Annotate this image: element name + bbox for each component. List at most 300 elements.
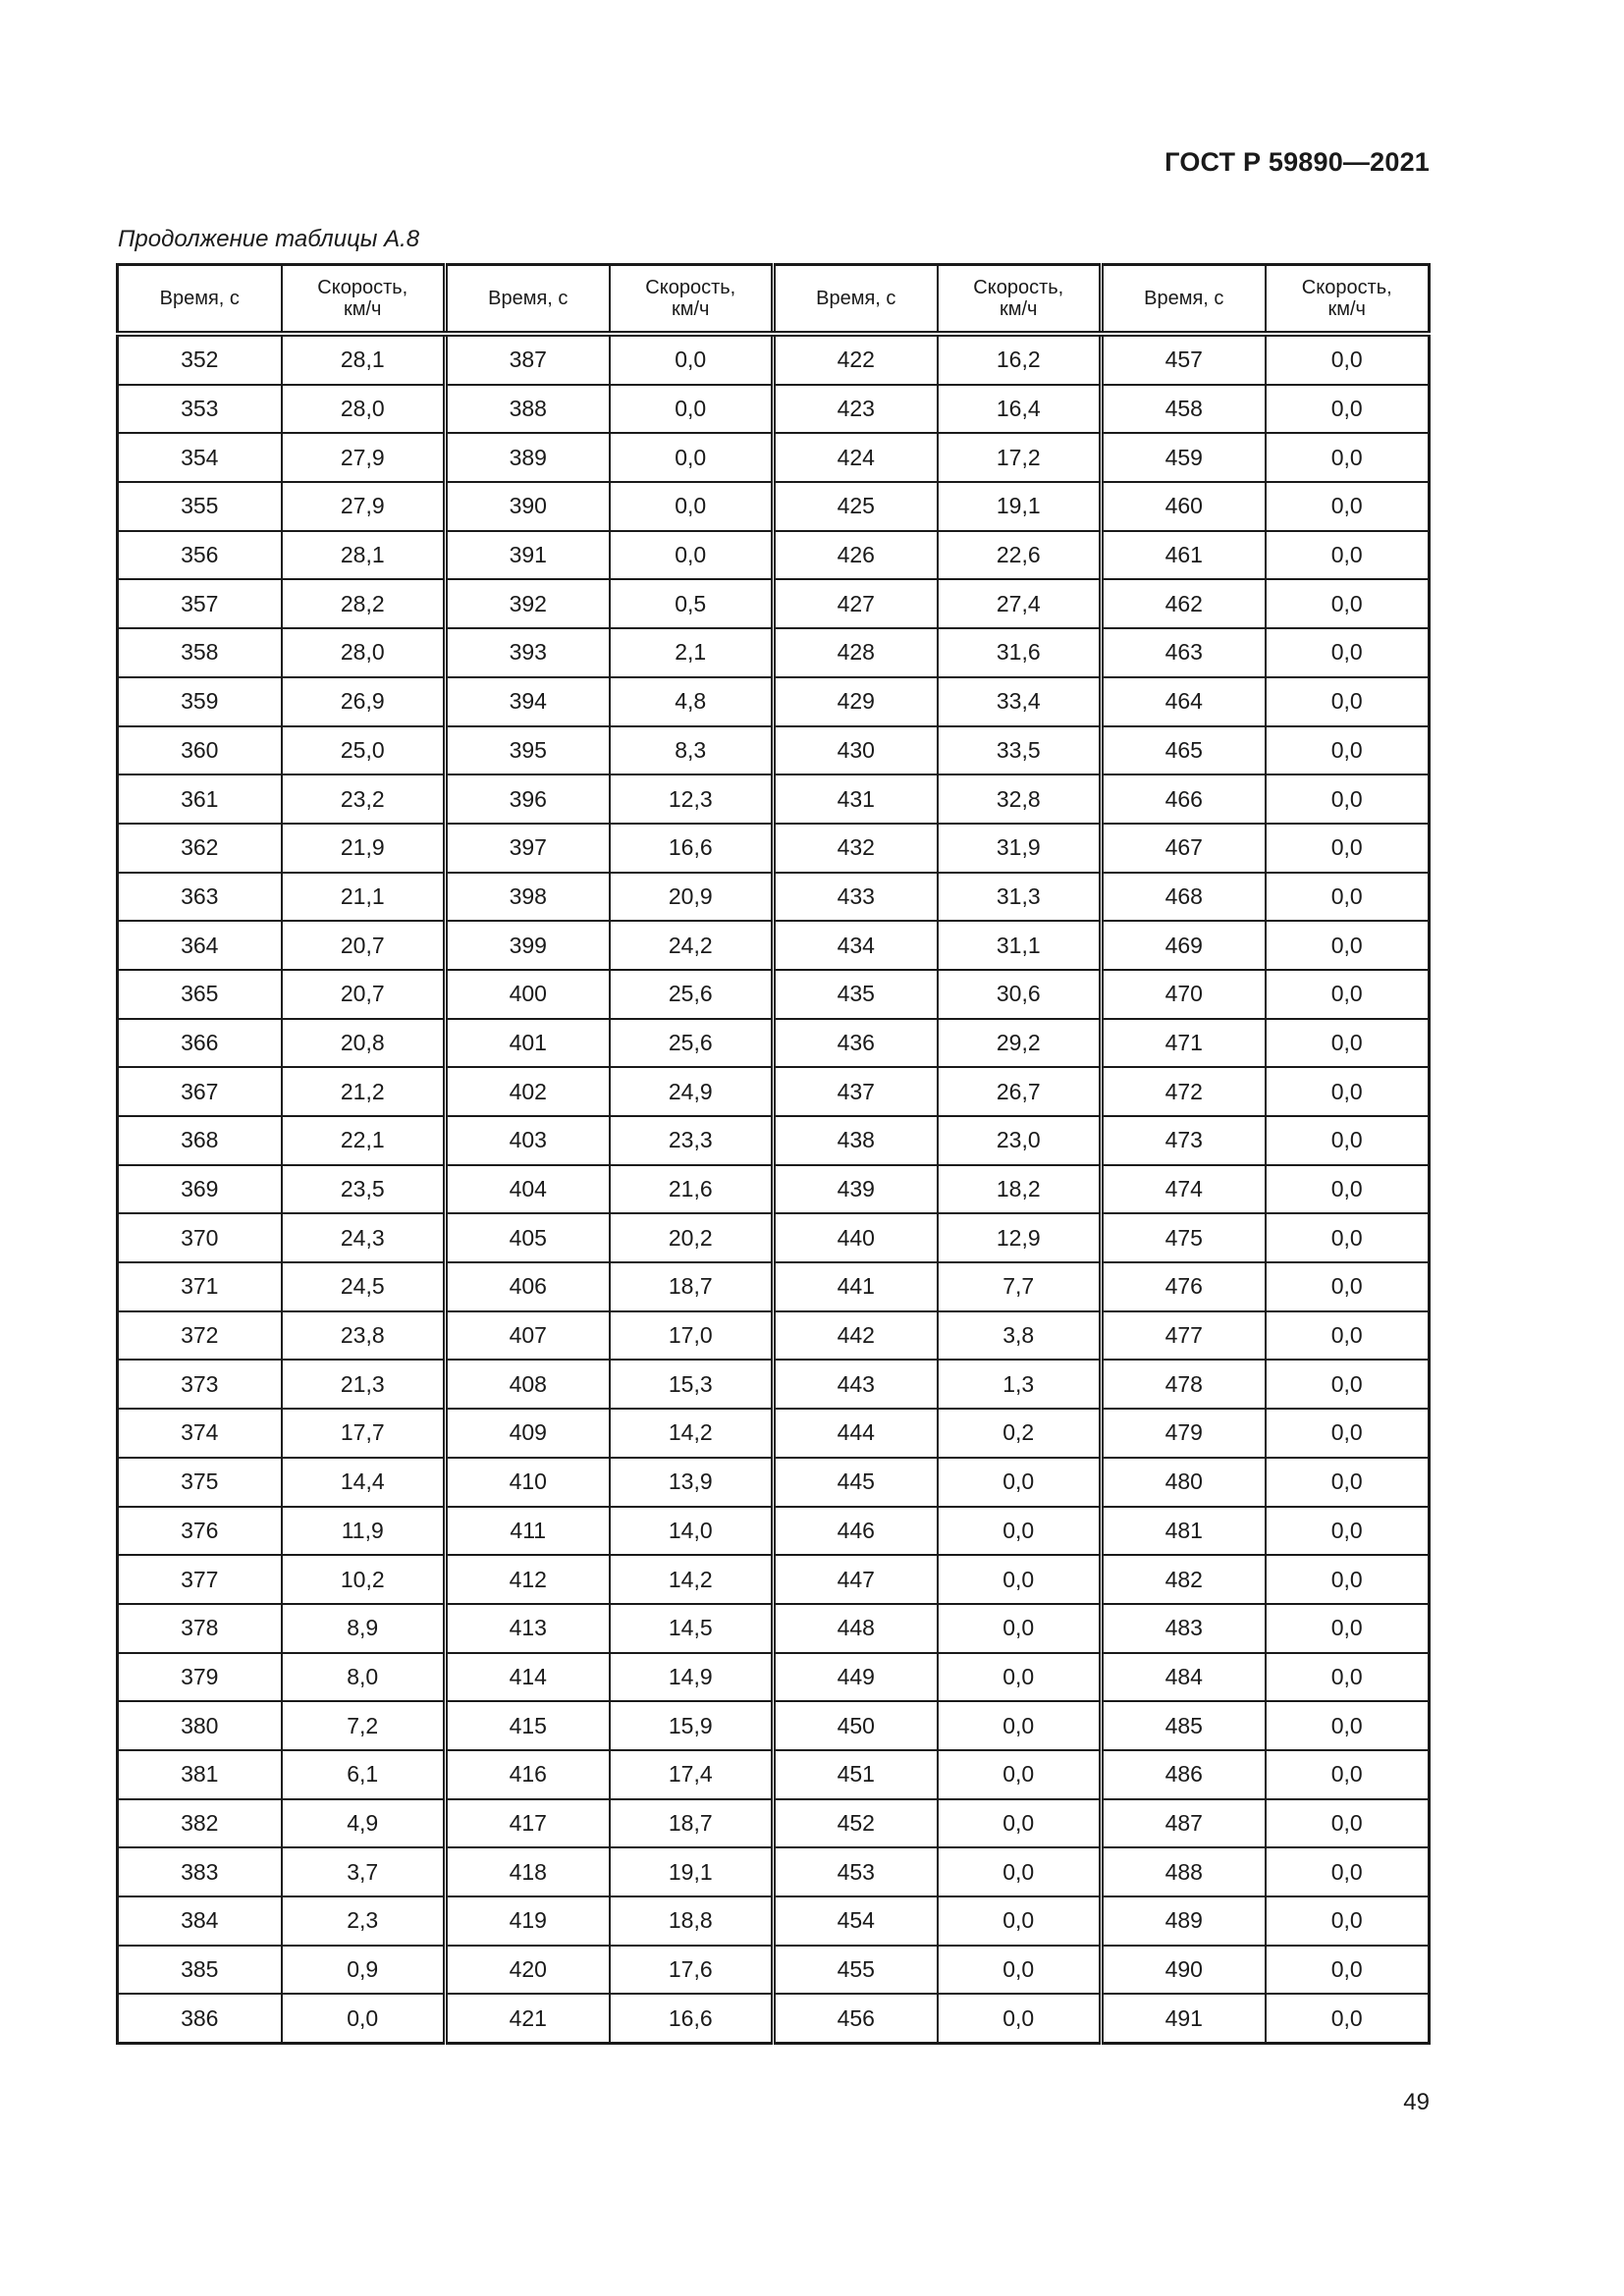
speed-cell: 18,7 <box>610 1799 774 1848</box>
column-header-time: Время, с <box>446 265 610 335</box>
time-cell: 436 <box>774 1019 938 1068</box>
table-row <box>118 482 1430 531</box>
speed-cell: 0,0 <box>938 1994 1102 2043</box>
table-row <box>118 1409 1430 1458</box>
time-cell: 391 <box>446 531 610 580</box>
speed-cell: 0,0 <box>1266 1946 1430 1995</box>
time-cell: 411 <box>446 1507 610 1556</box>
speed-cell: 27,4 <box>938 579 1102 628</box>
time-cell: 353 <box>118 385 282 434</box>
time-cell: 430 <box>774 726 938 775</box>
time-cell: 454 <box>774 1896 938 1946</box>
speed-cell: 2,1 <box>610 628 774 677</box>
time-cell: 402 <box>446 1067 610 1116</box>
time-cell: 420 <box>446 1946 610 1995</box>
speed-cell: 4,8 <box>610 677 774 726</box>
column-header-speed-unit: км/ч <box>1327 298 1366 320</box>
time-cell: 467 <box>1102 824 1266 873</box>
speed-cell: 0,0 <box>1266 334 1430 385</box>
speed-cell: 0,0 <box>938 1701 1102 1750</box>
time-cell: 480 <box>1102 1458 1266 1507</box>
time-cell: 475 <box>1102 1213 1266 1262</box>
speed-cell: 8,0 <box>282 1653 446 1702</box>
time-cell: 364 <box>118 921 282 970</box>
speed-cell: 0,0 <box>1266 482 1430 531</box>
speed-cell: 27,9 <box>282 433 446 482</box>
speed-cell: 33,5 <box>938 726 1102 775</box>
time-cell: 378 <box>118 1604 282 1653</box>
speed-cell: 0,0 <box>938 1946 1102 1995</box>
time-cell: 397 <box>446 824 610 873</box>
speed-cell: 0,0 <box>1266 726 1430 775</box>
time-cell: 458 <box>1102 385 1266 434</box>
speed-cell: 0,0 <box>938 1458 1102 1507</box>
speed-cell: 28,0 <box>282 628 446 677</box>
document-code: ГОСТ Р 59890—2021 <box>1164 147 1430 177</box>
time-cell: 382 <box>118 1799 282 1848</box>
time-cell: 456 <box>774 1994 938 2043</box>
time-cell: 359 <box>118 677 282 726</box>
speed-cell: 22,6 <box>938 531 1102 580</box>
table-row <box>118 1213 1430 1262</box>
time-cell: 438 <box>774 1116 938 1165</box>
time-cell: 441 <box>774 1262 938 1311</box>
speed-cell: 0,0 <box>610 531 774 580</box>
speed-cell: 14,9 <box>610 1653 774 1702</box>
speed-cell: 17,4 <box>610 1750 774 1799</box>
time-cell: 418 <box>446 1847 610 1896</box>
speed-cell: 0,0 <box>1266 579 1430 628</box>
time-cell: 354 <box>118 433 282 482</box>
time-cell: 469 <box>1102 921 1266 970</box>
time-cell: 369 <box>118 1165 282 1214</box>
time-cell: 363 <box>118 873 282 922</box>
time-cell: 386 <box>118 1994 282 2043</box>
column-header-speed <box>610 265 774 335</box>
time-cell: 453 <box>774 1847 938 1896</box>
speed-cell: 14,0 <box>610 1507 774 1556</box>
time-cell: 432 <box>774 824 938 873</box>
speed-cell: 25,6 <box>610 1019 774 1068</box>
speed-cell: 0,0 <box>938 1750 1102 1799</box>
speed-cell: 18,7 <box>610 1262 774 1311</box>
speed-cell: 19,1 <box>938 482 1102 531</box>
speed-cell: 28,1 <box>282 531 446 580</box>
time-cell: 405 <box>446 1213 610 1262</box>
time-cell: 466 <box>1102 774 1266 824</box>
speed-cell: 16,4 <box>938 385 1102 434</box>
time-cell: 479 <box>1102 1409 1266 1458</box>
time-cell: 425 <box>774 482 938 531</box>
time-cell: 443 <box>774 1360 938 1409</box>
time-cell: 468 <box>1102 873 1266 922</box>
time-cell: 482 <box>1102 1555 1266 1604</box>
speed-cell: 0,0 <box>1266 1896 1430 1946</box>
speed-cell: 2,3 <box>282 1896 446 1946</box>
table-row <box>118 1946 1430 1995</box>
speed-cell: 14,4 <box>282 1458 446 1507</box>
time-cell: 415 <box>446 1701 610 1750</box>
speed-cell: 0,0 <box>1266 1799 1430 1848</box>
time-cell: 478 <box>1102 1360 1266 1409</box>
speed-cell: 3,7 <box>282 1847 446 1896</box>
time-cell: 484 <box>1102 1653 1266 1702</box>
speed-cell: 0,5 <box>610 579 774 628</box>
time-cell: 375 <box>118 1458 282 1507</box>
speed-cell: 0,0 <box>1266 628 1430 677</box>
table-row <box>118 1847 1430 1896</box>
time-cell: 414 <box>446 1653 610 1702</box>
speed-cell: 28,1 <box>282 334 446 385</box>
speed-cell: 0,0 <box>938 1604 1102 1653</box>
speed-cell: 0,0 <box>1266 1604 1430 1653</box>
time-cell: 422 <box>774 334 938 385</box>
speed-cell: 14,5 <box>610 1604 774 1653</box>
speed-cell: 0,0 <box>1266 1409 1430 1458</box>
column-header-speed-line1: Скорость, <box>973 277 1064 298</box>
page-number: 49 <box>1403 2089 1430 2115</box>
speed-cell: 21,6 <box>610 1165 774 1214</box>
time-cell: 407 <box>446 1311 610 1361</box>
time-cell: 396 <box>446 774 610 824</box>
time-cell: 374 <box>118 1409 282 1458</box>
speed-cell: 27,9 <box>282 482 446 531</box>
time-cell: 431 <box>774 774 938 824</box>
time-cell: 481 <box>1102 1507 1266 1556</box>
time-cell: 462 <box>1102 579 1266 628</box>
time-cell: 395 <box>446 726 610 775</box>
speed-cell: 0,0 <box>1266 873 1430 922</box>
time-cell: 439 <box>774 1165 938 1214</box>
table-row <box>118 433 1430 482</box>
column-header-speed-unit: км/ч <box>344 298 382 320</box>
time-cell: 372 <box>118 1311 282 1361</box>
table-row <box>118 1165 1430 1214</box>
speed-cell: 0,9 <box>282 1946 446 1995</box>
time-cell: 452 <box>774 1799 938 1848</box>
time-cell: 373 <box>118 1360 282 1409</box>
table-row <box>118 1799 1430 1848</box>
time-cell: 483 <box>1102 1604 1266 1653</box>
time-cell: 437 <box>774 1067 938 1116</box>
speed-cell: 21,1 <box>282 873 446 922</box>
time-cell: 476 <box>1102 1262 1266 1311</box>
speed-cell: 24,3 <box>282 1213 446 1262</box>
speed-cell: 4,9 <box>282 1799 446 1848</box>
time-cell: 435 <box>774 970 938 1019</box>
time-cell: 449 <box>774 1653 938 1702</box>
time-cell: 380 <box>118 1701 282 1750</box>
time-cell: 447 <box>774 1555 938 1604</box>
time-cell: 450 <box>774 1701 938 1750</box>
speed-cell: 23,3 <box>610 1116 774 1165</box>
table-row <box>118 579 1430 628</box>
speed-cell: 0,0 <box>1266 970 1430 1019</box>
table-row <box>118 677 1430 726</box>
speed-cell: 3,8 <box>938 1311 1102 1361</box>
speed-cell: 0,0 <box>1266 1555 1430 1604</box>
speed-cell: 31,1 <box>938 921 1102 970</box>
time-cell: 428 <box>774 628 938 677</box>
table-row <box>118 334 1430 385</box>
time-cell: 401 <box>446 1019 610 1068</box>
time-cell: 362 <box>118 824 282 873</box>
speed-cell: 16,6 <box>610 824 774 873</box>
speed-cell: 0,0 <box>610 385 774 434</box>
time-cell: 474 <box>1102 1165 1266 1214</box>
speed-cell: 0,0 <box>1266 921 1430 970</box>
speed-cell: 24,5 <box>282 1262 446 1311</box>
time-cell: 488 <box>1102 1847 1266 1896</box>
time-cell: 387 <box>446 334 610 385</box>
time-cell: 451 <box>774 1750 938 1799</box>
column-header-speed-line1: Скорость, <box>1301 277 1392 298</box>
time-cell: 444 <box>774 1409 938 1458</box>
table-row <box>118 1896 1430 1946</box>
column-header-speed-unit: км/ч <box>672 298 710 320</box>
time-cell: 370 <box>118 1213 282 1262</box>
speed-cell: 0,0 <box>1266 677 1430 726</box>
time-cell: 371 <box>118 1262 282 1311</box>
time-cell: 485 <box>1102 1701 1266 1750</box>
time-cell: 360 <box>118 726 282 775</box>
speed-cell: 24,9 <box>610 1067 774 1116</box>
time-cell: 394 <box>446 677 610 726</box>
time-cell: 487 <box>1102 1799 1266 1848</box>
speed-cell: 16,6 <box>610 1994 774 2043</box>
table-row <box>118 1311 1430 1361</box>
table-row <box>118 1555 1430 1604</box>
time-cell: 379 <box>118 1653 282 1702</box>
time-cell: 412 <box>446 1555 610 1604</box>
time-cell: 365 <box>118 970 282 1019</box>
time-cell: 357 <box>118 579 282 628</box>
speed-cell: 0,0 <box>938 1847 1102 1896</box>
speed-cell: 12,3 <box>610 774 774 824</box>
time-cell: 477 <box>1102 1311 1266 1361</box>
table-row <box>118 1507 1430 1556</box>
speed-cell: 21,3 <box>282 1360 446 1409</box>
speed-cell: 24,2 <box>610 921 774 970</box>
speed-cell: 0,0 <box>1266 1653 1430 1702</box>
column-header-speed-line1: Скорость, <box>317 277 408 298</box>
column-header-speed-unit: км/ч <box>1000 298 1038 320</box>
speed-cell: 19,1 <box>610 1847 774 1896</box>
speed-cell: 8,9 <box>282 1604 446 1653</box>
time-cell: 392 <box>446 579 610 628</box>
speed-cell: 0,0 <box>1266 1994 1430 2043</box>
column-header-time: Время, с <box>774 265 938 335</box>
speed-cell: 0,0 <box>1266 1165 1430 1214</box>
speed-cell: 21,2 <box>282 1067 446 1116</box>
time-cell: 406 <box>446 1262 610 1311</box>
time-cell: 457 <box>1102 334 1266 385</box>
speed-cell: 0,0 <box>1266 1750 1430 1799</box>
speed-cell: 31,9 <box>938 824 1102 873</box>
speed-cell: 26,7 <box>938 1067 1102 1116</box>
speed-cell: 15,9 <box>610 1701 774 1750</box>
speed-cell: 6,1 <box>282 1750 446 1799</box>
time-cell: 361 <box>118 774 282 824</box>
table-row <box>118 1360 1430 1409</box>
time-cell: 352 <box>118 334 282 385</box>
time-cell: 472 <box>1102 1067 1266 1116</box>
time-cell: 355 <box>118 482 282 531</box>
speed-cell: 18,8 <box>610 1896 774 1946</box>
speed-cell: 31,6 <box>938 628 1102 677</box>
speed-cell: 23,5 <box>282 1165 446 1214</box>
column-header-speed <box>282 265 446 335</box>
table-row <box>118 1604 1430 1653</box>
time-cell: 464 <box>1102 677 1266 726</box>
speed-cell: 12,9 <box>938 1213 1102 1262</box>
column-header-speed <box>1266 265 1430 335</box>
speed-cell: 0,0 <box>938 1799 1102 1848</box>
table-row <box>118 824 1430 873</box>
time-cell: 377 <box>118 1555 282 1604</box>
time-cell: 393 <box>446 628 610 677</box>
speed-cell: 21,9 <box>282 824 446 873</box>
speed-cell: 0,0 <box>1266 1116 1430 1165</box>
table-row <box>118 1067 1430 1116</box>
speed-cell: 25,0 <box>282 726 446 775</box>
table-body <box>118 334 1430 2044</box>
speed-cell: 33,4 <box>938 677 1102 726</box>
table-row <box>118 1019 1430 1068</box>
table-row <box>118 1750 1430 1799</box>
time-cell: 383 <box>118 1847 282 1896</box>
time-cell: 356 <box>118 531 282 580</box>
table-row <box>118 873 1430 922</box>
speed-cell: 23,8 <box>282 1311 446 1361</box>
speed-cell: 17,7 <box>282 1409 446 1458</box>
speed-cell: 10,2 <box>282 1555 446 1604</box>
speed-cell: 0,0 <box>1266 1701 1430 1750</box>
time-cell: 404 <box>446 1165 610 1214</box>
column-header-speed-line1: Скорость, <box>645 277 736 298</box>
speed-cell: 31,3 <box>938 873 1102 922</box>
speed-cell: 0,0 <box>1266 1019 1430 1068</box>
time-cell: 384 <box>118 1896 282 1946</box>
time-cell: 426 <box>774 531 938 580</box>
speed-cell: 26,9 <box>282 677 446 726</box>
time-cell: 417 <box>446 1799 610 1848</box>
speed-cell: 7,2 <box>282 1701 446 1750</box>
speed-cell: 17,2 <box>938 433 1102 482</box>
speed-cell: 20,8 <box>282 1019 446 1068</box>
table-row <box>118 970 1430 1019</box>
speed-cell: 25,6 <box>610 970 774 1019</box>
speed-cell: 0,0 <box>1266 1507 1430 1556</box>
speed-cell: 0,2 <box>938 1409 1102 1458</box>
time-cell: 448 <box>774 1604 938 1653</box>
speed-cell: 1,3 <box>938 1360 1102 1409</box>
time-cell: 491 <box>1102 1994 1266 2043</box>
column-header-time: Время, с <box>1102 265 1266 335</box>
time-cell: 421 <box>446 1994 610 2043</box>
speed-cell: 0,0 <box>1266 1311 1430 1361</box>
speed-cell: 8,3 <box>610 726 774 775</box>
time-cell: 366 <box>118 1019 282 1068</box>
speed-cell: 0,0 <box>938 1896 1102 1946</box>
column-header-speed <box>938 265 1102 335</box>
speed-cell: 20,7 <box>282 921 446 970</box>
time-cell: 403 <box>446 1116 610 1165</box>
time-cell: 489 <box>1102 1896 1266 1946</box>
time-cell: 381 <box>118 1750 282 1799</box>
speed-cell: 0,0 <box>1266 531 1430 580</box>
table-row <box>118 1994 1430 2043</box>
speed-cell: 0,0 <box>938 1507 1102 1556</box>
speed-cell: 0,0 <box>1266 385 1430 434</box>
speed-cell: 0,0 <box>1266 1360 1430 1409</box>
speed-cell: 0,0 <box>1266 774 1430 824</box>
time-cell: 358 <box>118 628 282 677</box>
speed-time-table <box>116 263 1431 2045</box>
time-cell: 385 <box>118 1946 282 1995</box>
time-cell: 486 <box>1102 1750 1266 1799</box>
table-row <box>118 1653 1430 1702</box>
speed-cell: 0,0 <box>1266 1213 1430 1262</box>
speed-cell: 28,0 <box>282 385 446 434</box>
time-cell: 424 <box>774 433 938 482</box>
speed-cell: 14,2 <box>610 1409 774 1458</box>
time-cell: 367 <box>118 1067 282 1116</box>
speed-cell: 0,0 <box>282 1994 446 2043</box>
time-cell: 419 <box>446 1896 610 1946</box>
time-cell: 459 <box>1102 433 1266 482</box>
speed-cell: 15,3 <box>610 1360 774 1409</box>
speed-cell: 11,9 <box>282 1507 446 1556</box>
time-cell: 388 <box>446 385 610 434</box>
speed-cell: 30,6 <box>938 970 1102 1019</box>
speed-cell: 28,2 <box>282 579 446 628</box>
table-row <box>118 921 1430 970</box>
speed-cell: 14,2 <box>610 1555 774 1604</box>
time-cell: 409 <box>446 1409 610 1458</box>
time-cell: 461 <box>1102 531 1266 580</box>
time-cell: 389 <box>446 433 610 482</box>
time-cell: 399 <box>446 921 610 970</box>
time-cell: 416 <box>446 1750 610 1799</box>
speed-cell: 0,0 <box>1266 433 1430 482</box>
time-cell: 473 <box>1102 1116 1266 1165</box>
time-cell: 442 <box>774 1311 938 1361</box>
table-row <box>118 774 1430 824</box>
time-cell: 440 <box>774 1213 938 1262</box>
speed-cell: 0,0 <box>938 1555 1102 1604</box>
table-row <box>118 1262 1430 1311</box>
table-row <box>118 726 1430 775</box>
time-cell: 433 <box>774 873 938 922</box>
speed-cell: 17,6 <box>610 1946 774 1995</box>
speed-cell: 0,0 <box>1266 1458 1430 1507</box>
speed-cell: 23,2 <box>282 774 446 824</box>
time-cell: 398 <box>446 873 610 922</box>
time-cell: 463 <box>1102 628 1266 677</box>
time-cell: 445 <box>774 1458 938 1507</box>
time-cell: 410 <box>446 1458 610 1507</box>
speed-cell: 13,9 <box>610 1458 774 1507</box>
speed-cell: 0,0 <box>938 1653 1102 1702</box>
speed-cell: 23,0 <box>938 1116 1102 1165</box>
speed-cell: 22,1 <box>282 1116 446 1165</box>
table-header-row <box>118 265 1430 335</box>
speed-cell: 0,0 <box>1266 1847 1430 1896</box>
table-row <box>118 628 1430 677</box>
time-cell: 465 <box>1102 726 1266 775</box>
column-header-time: Время, с <box>118 265 282 335</box>
